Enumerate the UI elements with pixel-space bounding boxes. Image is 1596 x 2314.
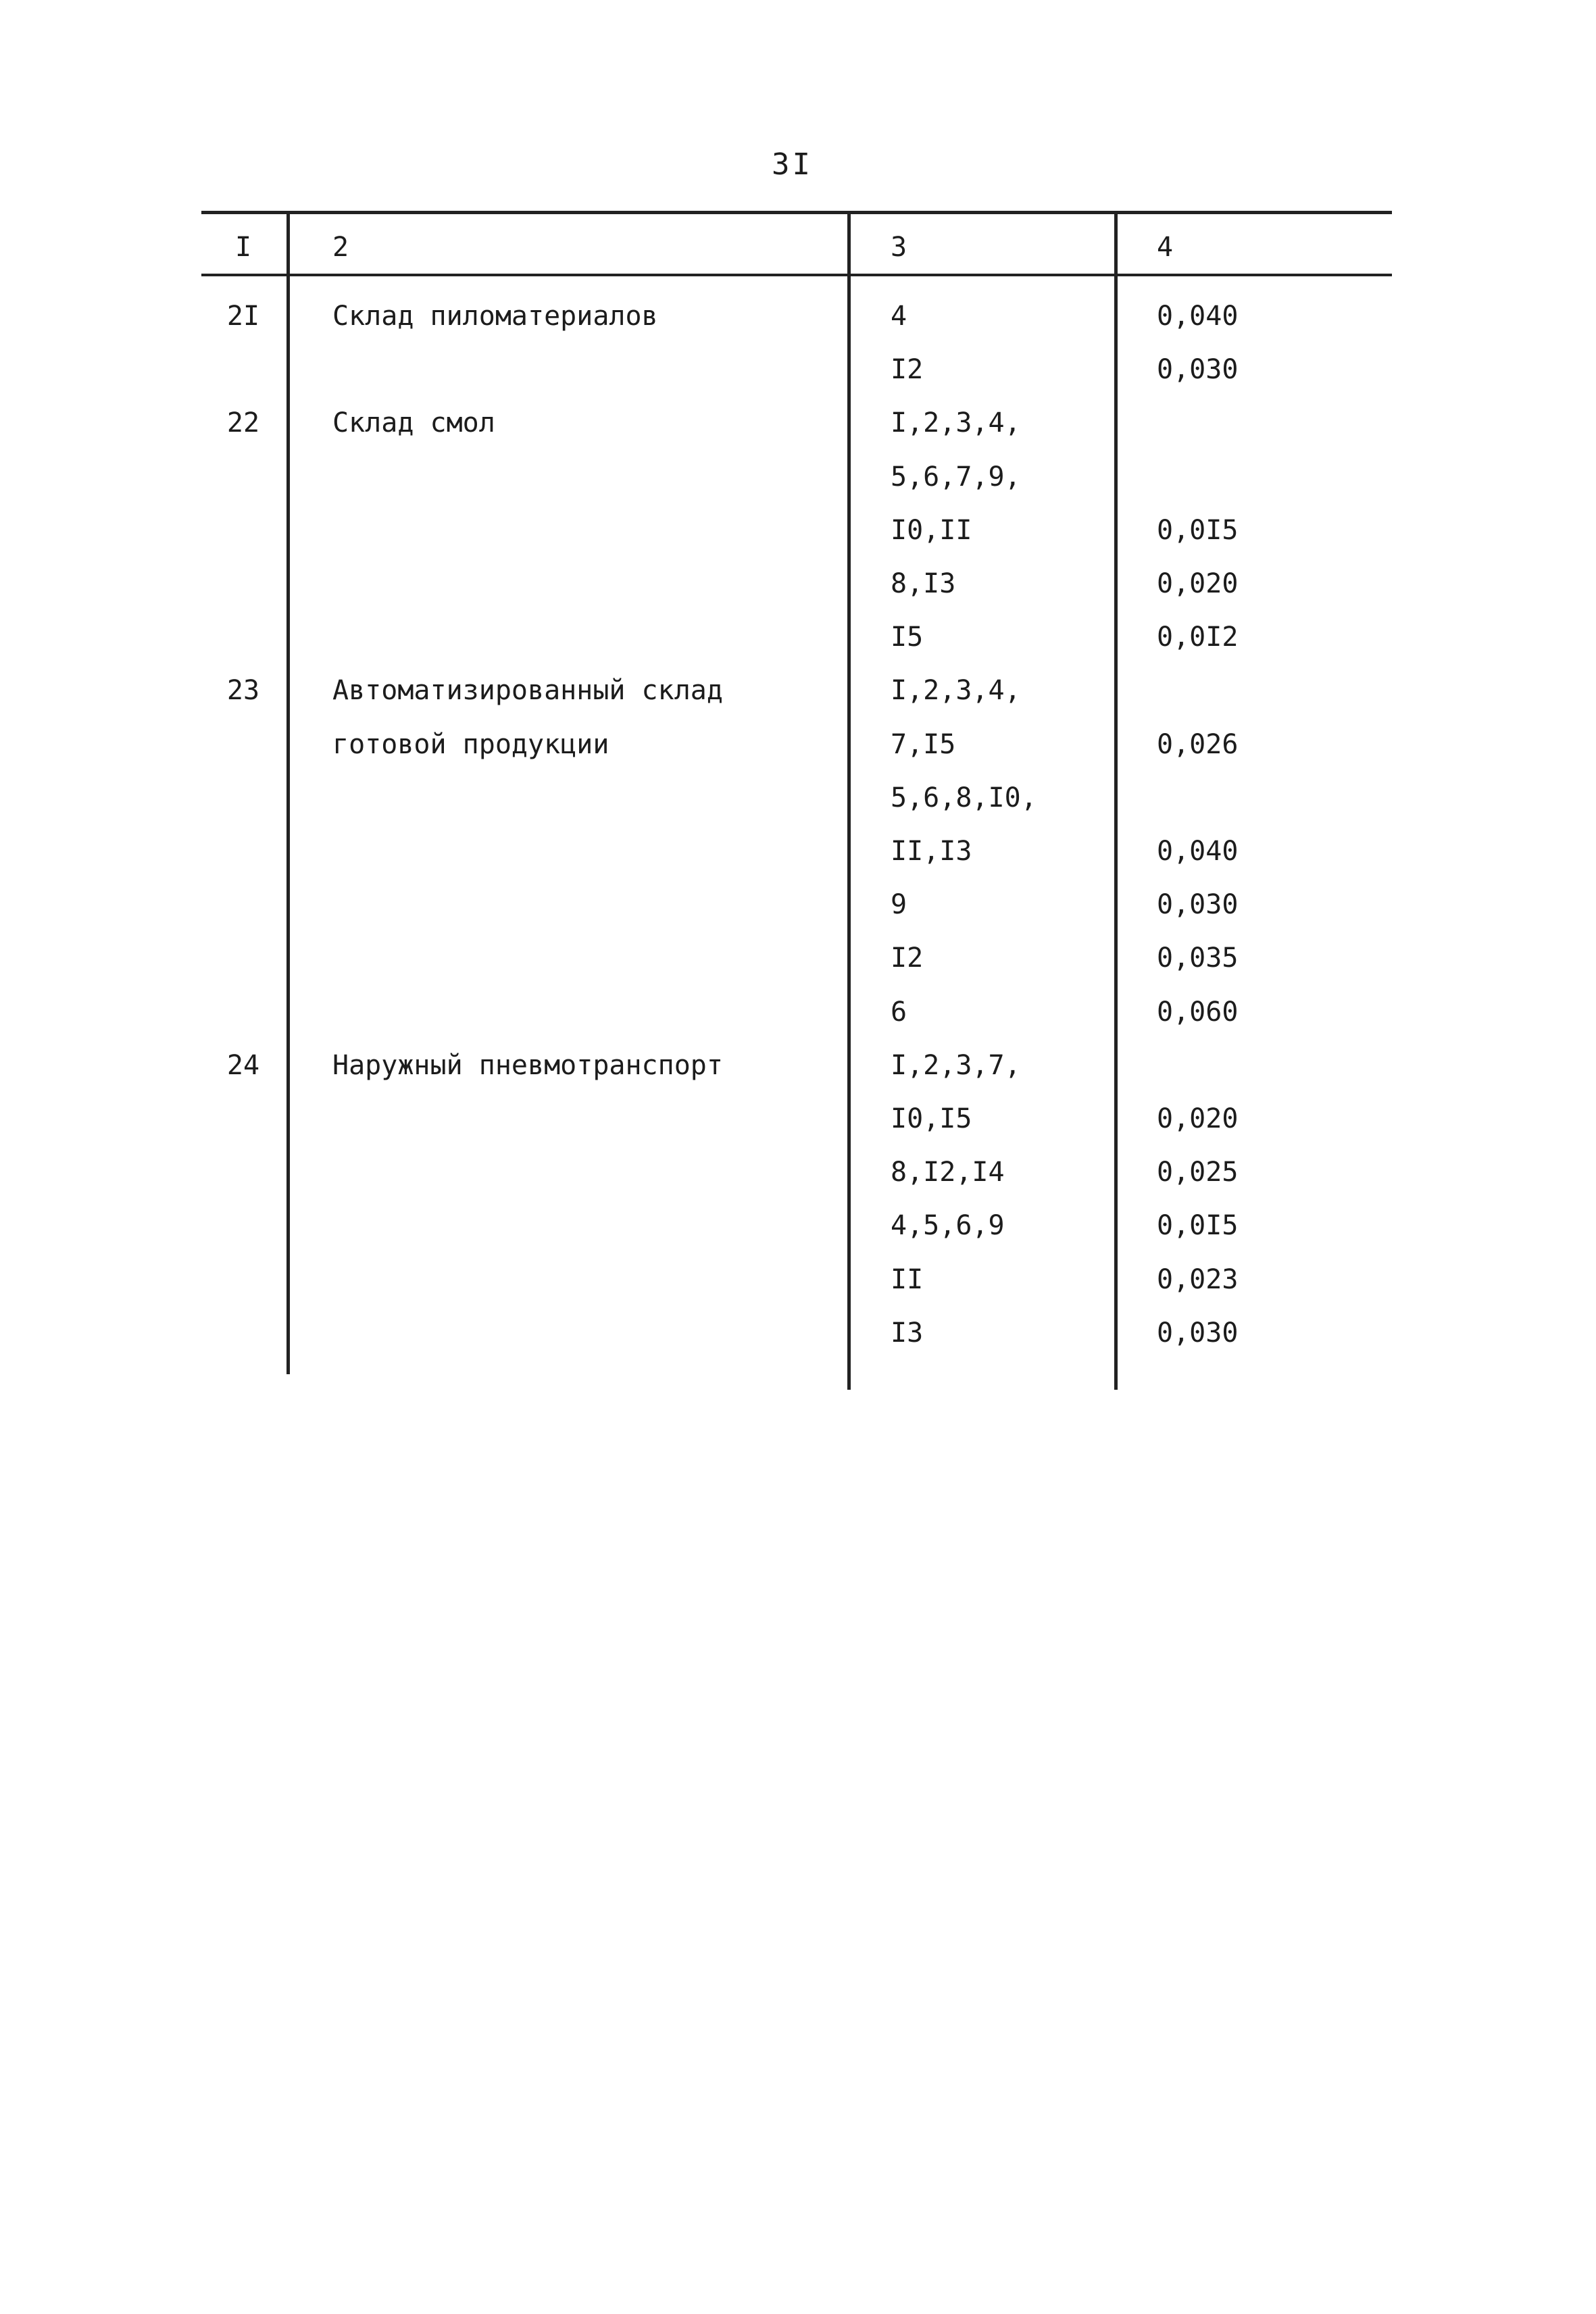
row-name-line: Автоматизированный склад — [332, 675, 723, 707]
row-column-4-value: 0,0I5 — [1157, 514, 1239, 546]
row-name-line: Склад пиломатериалов — [332, 301, 658, 332]
row-column-4-value: 0,0I2 — [1157, 622, 1239, 653]
row-name-line: Склад смол — [332, 407, 495, 439]
column-header-2: 2 — [332, 232, 349, 263]
column-divider-3 — [1114, 211, 1118, 1390]
row-name-line: Наружный пневмотранспорт — [332, 1049, 723, 1081]
row-column-3-value: I,2,3,4, — [891, 675, 1021, 707]
row-column-4-value: 0,023 — [1157, 1263, 1239, 1295]
row-column-3-value: 4,5,6,9 — [891, 1210, 1005, 1242]
row-column-3-value: 8,I2,I4 — [891, 1157, 1005, 1188]
row-number: 24 — [226, 1049, 260, 1081]
row-column-3-value: II,I3 — [891, 836, 972, 867]
column-divider-1 — [286, 211, 290, 1374]
row-number: 22 — [226, 407, 260, 439]
row-column-3-value: I,2,3,4, — [891, 407, 1021, 439]
row-column-3-value: I5 — [891, 622, 924, 653]
row-column-3-value: 7,I5 — [891, 728, 956, 760]
row-column-3-value: II — [891, 1263, 924, 1295]
row-column-3-value: I,2,3,7, — [891, 1049, 1021, 1081]
row-column-4-value: 0,030 — [1157, 889, 1239, 921]
row-column-4-value: 0,026 — [1157, 728, 1239, 760]
row-column-4-value: 0,0I5 — [1157, 1210, 1239, 1242]
row-column-3-value: 8,I3 — [891, 568, 956, 599]
row-column-3-value: 4 — [891, 301, 907, 332]
row-column-4-value: 0,030 — [1157, 354, 1239, 386]
row-column-4-value: 0,060 — [1157, 996, 1239, 1028]
row-column-3-value: I0,II — [891, 514, 972, 546]
column-header-3: 3 — [891, 232, 907, 263]
row-column-3-value: 5,6,8,I0, — [891, 782, 1037, 813]
row-column-3-value: 6 — [891, 996, 907, 1028]
row-name-line: готовой продукции — [332, 728, 609, 760]
row-column-3-value: 5,6,7,9, — [891, 461, 1021, 493]
row-column-3-value: I3 — [891, 1317, 924, 1349]
row-column-3-value: I2 — [891, 942, 924, 974]
row-column-3-value: I2 — [891, 354, 924, 386]
row-column-3-value: I0,I5 — [891, 1103, 972, 1134]
row-column-3-value: 9 — [891, 889, 907, 921]
row-column-4-value: 0,040 — [1157, 301, 1239, 332]
row-column-4-value: 0,040 — [1157, 836, 1239, 867]
row-column-4-value: 0,025 — [1157, 1157, 1239, 1188]
row-column-4-value: 0,035 — [1157, 942, 1239, 974]
row-column-4-value: 0,020 — [1157, 1103, 1239, 1134]
row-column-4-value: 0,020 — [1157, 568, 1239, 599]
column-header-1: I — [234, 232, 252, 263]
table-top-rule — [201, 211, 1392, 214]
page-number: 3I — [772, 147, 813, 182]
row-number: 2I — [226, 301, 260, 332]
column-divider-2 — [847, 211, 851, 1390]
column-header-4: 4 — [1157, 232, 1174, 263]
table-header-rule — [201, 274, 1392, 276]
row-column-4-value: 0,030 — [1157, 1317, 1239, 1349]
row-number: 23 — [226, 675, 260, 707]
